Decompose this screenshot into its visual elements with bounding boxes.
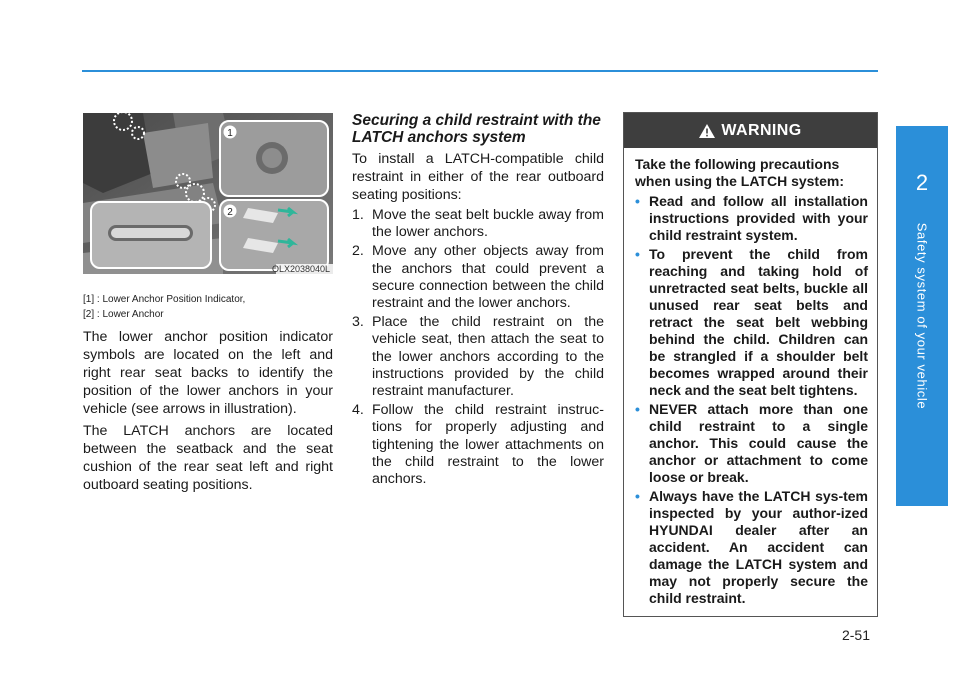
header-rule	[82, 70, 878, 72]
warning-lead: Take the following precautions when using the LATCH system:	[635, 156, 844, 189]
step-number: 3.	[352, 314, 364, 331]
step-number: 1.	[352, 207, 364, 223]
bullet-icon: •	[635, 401, 640, 417]
figure-caption-2: [2] : Lower Anchor	[83, 309, 164, 320]
list-item	[352, 207, 604, 241]
seat-photo	[83, 113, 333, 274]
list-item	[635, 488, 868, 607]
step-text: Place the child restraint on the vehicle seat, then attach the seat to the lower anchors according to the instructions provided by the child restraint manufacturer.	[372, 314, 604, 400]
list-item	[635, 193, 868, 244]
warning-triangle-icon	[699, 124, 715, 138]
section-title: Safety system of your vehicle	[914, 222, 930, 410]
warning-title: WARNING	[721, 121, 802, 139]
step-text: Move the seat belt buckle away from the lower anchors.	[372, 207, 604, 241]
section-number: 2	[915, 170, 929, 195]
section-tab	[896, 126, 948, 506]
list-item	[352, 402, 604, 488]
paragraph: The LATCH anchors are located between the seatback and the seat cushion of the rear seat left and right outboard seating positions.	[83, 423, 333, 493]
callout-2-label: 2	[227, 207, 233, 218]
step-text: Move any other objects away from the anchors that could prevent a secure connection between the child restraint and the lower anchors.	[372, 243, 604, 312]
warning-body	[624, 148, 877, 607]
warning-text: NEVER attach more than one child restraint to a single anchor. This could cause the anchor or attachment to come loose or break.	[649, 401, 868, 485]
figure-caption-1: [1] : Lower Anchor Position Indicator,	[83, 294, 246, 305]
page-number: 2-51	[841, 627, 870, 643]
list-item	[352, 314, 604, 400]
lower-anchor-illustration	[83, 113, 333, 274]
step-list	[352, 207, 604, 488]
latch-instructions	[352, 112, 604, 490]
bullet-icon: •	[635, 488, 640, 504]
bullet-icon: •	[635, 193, 640, 209]
callout-1-label: 1	[227, 128, 233, 139]
warning-text: Read and follow all installation instructions provided with your child restraint system.	[649, 193, 868, 243]
intro-paragraph: To install a LATCH-compatible child restraint in either of the rear outboard seating positions:	[352, 151, 604, 203]
image-code: OLX2038040L	[271, 264, 330, 274]
list-item	[635, 246, 868, 399]
lower-anchor-description	[83, 328, 333, 498]
step-text: Follow the child restraint instruc-tions for properly adjusting and tightening the lower attachments on the child restraint to the lower anchors.	[372, 402, 604, 488]
warning-text: To prevent the child from reaching and taking hold of unretracted seat belts, buckle all unused rear seat belts and retract the seat belt webbing behind the child. Children can be strangled if a shoulder belt becomes wrapped around their neck and the seat belt tightens.	[649, 246, 868, 398]
list-item	[352, 243, 604, 312]
step-number: 4.	[352, 402, 364, 419]
warning-list	[635, 193, 868, 607]
section-heading: Securing a child restraint with the LATCH anchors system	[352, 112, 601, 146]
list-item	[635, 401, 868, 486]
step-number: 2.	[352, 243, 364, 260]
warning-header	[624, 113, 877, 148]
warning-text: Always have the LATCH sys-tem inspected by your author-ized HYUNDAI dealer after an accident. An accident can damage the LATCH system and may not properly secure the child restraint.	[649, 488, 868, 606]
warning-box	[623, 112, 878, 617]
paragraph: The lower anchor position indicator symbols are located on the left and right rear seat backs to identify the position of the lower anchors in your vehicle (see arrows in illustration).	[83, 329, 333, 417]
bullet-icon: •	[635, 246, 640, 262]
